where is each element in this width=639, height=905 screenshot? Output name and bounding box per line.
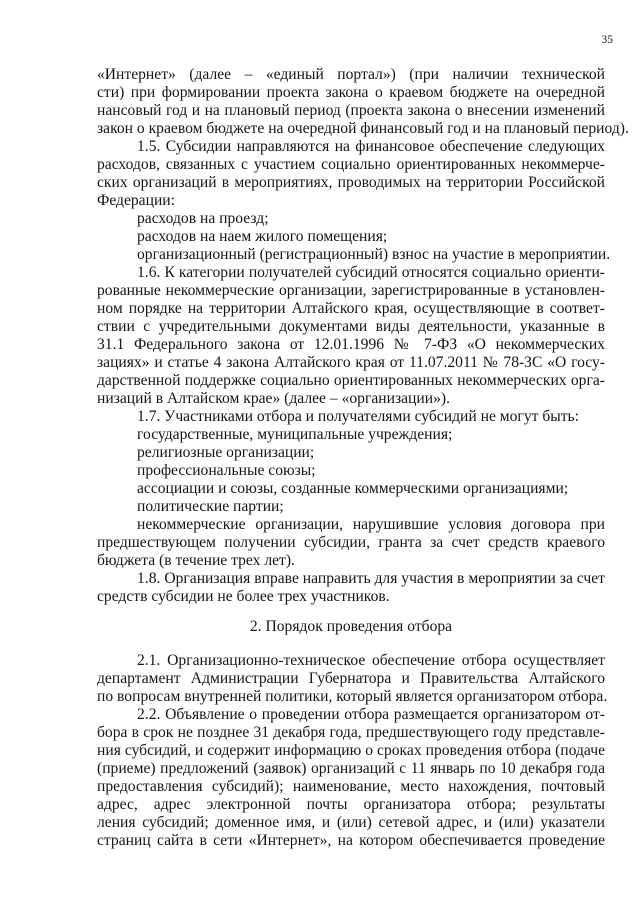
- text-line: (приеме) предложений (заявок) организаций с 11 январь по 10 декабря года: [97, 760, 605, 777]
- text-line: ассоциации и союзы, созданные коммерческими организациями;: [137, 480, 569, 497]
- text-line: организационный (регистрационный) взнос на участие в мероприятии.: [137, 246, 611, 263]
- text-line: 2.1. Организационно-техническое обеспечение отбора осуществляет: [137, 652, 605, 669]
- text-line: ном порядке на территории Алтайского края, осуществляющие в соответ-: [97, 300, 605, 317]
- text-line: ления субсидий; доменное имя, и (или) сетевой адрес, и (или) указатели: [97, 814, 605, 831]
- text-line: ния субсидий, и содержит информацию о сроках проведения отбора (подаче: [97, 742, 605, 759]
- text-line: 1.6. К категории получателей субсидий относятся социально ориенти-: [137, 264, 605, 281]
- section-heading: 2. Порядок проведения отбора: [249, 618, 453, 635]
- text-line: департамент Администрации Губернатора и Правительства Алтайского: [97, 670, 605, 687]
- text-line: расходов на проезд;: [137, 210, 269, 227]
- text-line: страниц сайта в сети «Интернет», на котором обеспечивается проведение: [97, 832, 605, 849]
- text-line: низаций в Алтайском крае» (далее – «организации»).: [97, 390, 450, 407]
- text-line: 2.2. Объявление о проведении отбора размещается организатором от-: [137, 706, 605, 723]
- page-number: 35: [601, 34, 613, 46]
- text-line: ских организаций в мероприятиях, проводимых на территории Российской: [97, 174, 605, 191]
- text-line: предоставления субсидий); наименование, место нахождения, почтовый: [97, 778, 605, 795]
- text-line: по вопросам внутренней политики, который является организатором отбора.: [97, 688, 608, 705]
- text-line: 1.8. Организация вправе направить для участия в мероприятии за счет: [137, 570, 605, 587]
- text-line: бюджета (в течение трех лет).: [97, 552, 295, 569]
- text-line: сти) при формировании проекта закона о краевом бюджете на очередной: [97, 84, 605, 101]
- text-line: 1.5. Субсидии направляются на финансовое обеспечение следующих: [137, 138, 605, 155]
- text-line: расходов на наем жилого помещения;: [137, 228, 388, 245]
- text-line: зациях» и статье 4 закона Алтайского края от 11.07.2011 № 78-ЗС «О госу-: [97, 354, 605, 371]
- text-line: «Интернет» (далее – «единый портал») (при наличии технической: [97, 66, 605, 83]
- text-line: религиозные организации;: [137, 444, 315, 461]
- text-line: предшествующем получении субсидии, гранта за счет средств краевого: [97, 534, 605, 551]
- text-line: расходов, связанных с участием социально ориентированных некоммерче-: [97, 156, 605, 173]
- text-line: нансовый год и на плановый период (проекта закона о внесении изменений: [97, 102, 605, 119]
- text-line: государственные, муниципальные учреждения;: [137, 426, 453, 443]
- text-line: некоммерческие организации, нарушившие условия договора при: [137, 516, 605, 533]
- text-line: 1.7. Участниками отбора и получателями субсидий не могут быть:: [137, 408, 579, 425]
- text-line: ствии с учредительными документами виды деятельности, указанные в: [97, 318, 605, 335]
- text-line: Федерации:: [97, 192, 175, 209]
- text-line: 31.1 Федерального закона от 12.01.1996 № 7-ФЗ «О некоммерческих: [97, 336, 605, 353]
- text-line: средств субсидии не более трех участников.: [97, 588, 390, 605]
- text-line: рованные некоммерческие организации, зарегистрированные в установлен-: [97, 282, 605, 299]
- text-line: политические партии;: [137, 498, 284, 515]
- text-line: адрес, адрес электронной почты организатора отбора; результаты: [97, 796, 605, 813]
- text-line: закон о краевом бюджете на очередной финансовый год и на плановый период).: [97, 120, 629, 137]
- text-line: бора в срок не позднее 31 декабря года, предшествующего году представле-: [97, 724, 605, 741]
- text-line: профессиональные союзы;: [137, 462, 316, 479]
- text-line: дарственной поддержке социально ориентированных некоммерческих орга-: [97, 372, 605, 389]
